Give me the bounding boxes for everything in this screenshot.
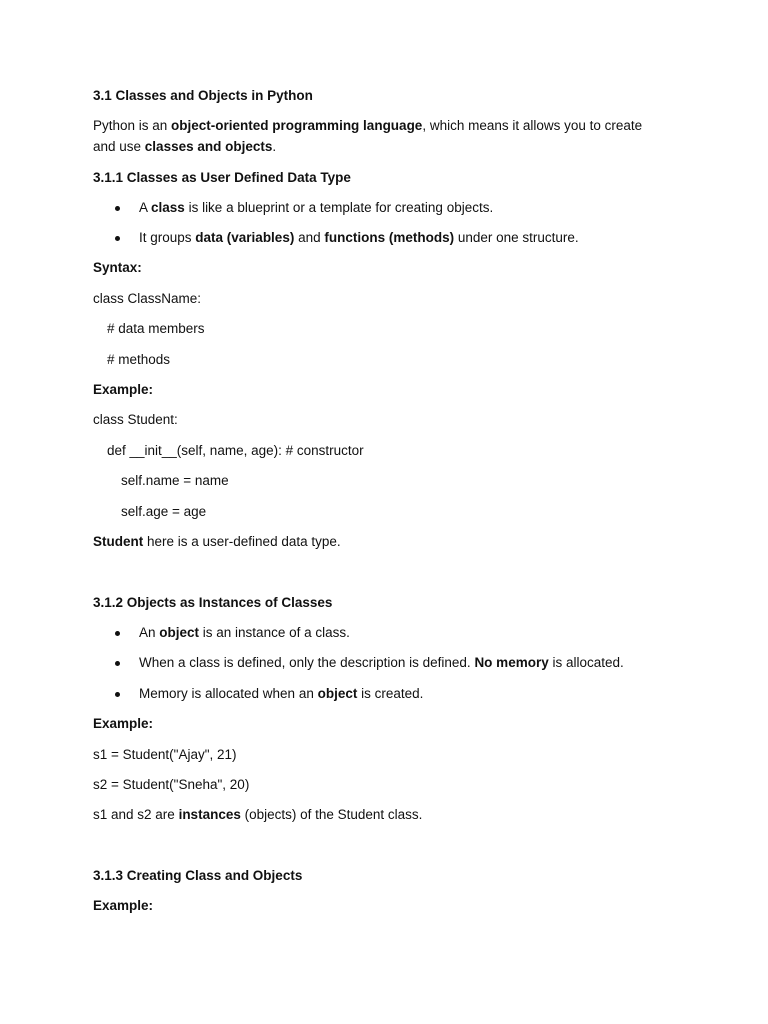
bullet-dot bbox=[115, 206, 120, 211]
section-heading-3-1-2: 3.1.2 Objects as Instances of Classes bbox=[93, 595, 333, 610]
code-line: class ClassName: bbox=[93, 291, 202, 306]
bullet-text: When a class is defined, only the description is defined. bbox=[139, 655, 475, 670]
intro-paragraph-line-1 bbox=[93, 117, 642, 135]
code-line: s2 = Student("Sneha", 20) bbox=[93, 777, 250, 792]
intro-bold-term: classes and objects bbox=[144, 139, 273, 154]
example-label: Example: bbox=[93, 382, 154, 397]
intro-text: , which means it allows you to create bbox=[422, 118, 643, 133]
intro-text: Python is an bbox=[93, 118, 172, 133]
note-text: (objects) of the Student class. bbox=[240, 807, 423, 822]
section-heading-3-1-1: 3.1.1 Classes as User Defined Data Type bbox=[93, 170, 351, 185]
bullet-text: is an instance of a class. bbox=[199, 625, 350, 640]
bullet-text: An bbox=[139, 625, 160, 640]
code-line: s1 = Student("Ajay", 21) bbox=[93, 747, 237, 762]
bullet-text: is allocated. bbox=[548, 655, 624, 670]
intro-text: and use bbox=[93, 139, 145, 154]
bullet-text: A bbox=[139, 200, 152, 215]
bullet-text: is like a blueprint or a template for creating objects. bbox=[184, 200, 494, 215]
student-note bbox=[93, 533, 341, 551]
bullet-bold-term: No memory bbox=[474, 655, 549, 670]
bullet-item bbox=[139, 685, 423, 703]
note-bold-term: instances bbox=[178, 807, 241, 822]
bullet-bold-term: functions (methods) bbox=[324, 230, 455, 245]
example-label: Example: bbox=[93, 716, 154, 731]
bullet-text: and bbox=[294, 230, 325, 245]
bullet-dot bbox=[115, 236, 120, 241]
code-line: self.age = age bbox=[121, 504, 207, 519]
bullet-text: It groups bbox=[139, 230, 196, 245]
bullet-item bbox=[139, 624, 350, 642]
note-text: here is a user-defined data type. bbox=[143, 534, 341, 549]
example-label: Example: bbox=[93, 898, 154, 913]
intro-bold-term: object-oriented programming language bbox=[171, 118, 423, 133]
bullet-bold-term: object bbox=[159, 625, 200, 640]
note-bold-term: Student bbox=[93, 534, 144, 549]
bullet-dot bbox=[115, 692, 120, 697]
section-heading-3-1-3: 3.1.3 Creating Class and Objects bbox=[93, 868, 303, 883]
syntax-label: Syntax: bbox=[93, 260, 142, 275]
code-line: def __init__(self, name, age): # constructor bbox=[107, 443, 364, 458]
section-heading-3-1: 3.1 Classes and Objects in Python bbox=[93, 88, 313, 103]
bullet-bold-term: data (variables) bbox=[195, 230, 295, 245]
bullet-bold-term: class bbox=[151, 200, 185, 215]
bullet-item bbox=[139, 199, 493, 217]
bullet-dot bbox=[115, 631, 120, 636]
bullet-bold-term: object bbox=[317, 686, 358, 701]
note-text: s1 and s2 are bbox=[93, 807, 179, 822]
bullet-text: under one structure. bbox=[454, 230, 579, 245]
bullet-item bbox=[139, 229, 579, 247]
instances-note bbox=[93, 806, 422, 824]
intro-paragraph-line-2 bbox=[93, 138, 276, 156]
bullet-dot bbox=[115, 661, 120, 666]
code-line: class Student: bbox=[93, 412, 178, 427]
bullet-item bbox=[139, 654, 624, 672]
bullet-text: is created. bbox=[357, 686, 424, 701]
code-line: # methods bbox=[107, 352, 171, 367]
intro-text: . bbox=[272, 139, 277, 154]
code-line: self.name = name bbox=[121, 473, 229, 488]
code-line: # data members bbox=[107, 321, 205, 336]
bullet-text: Memory is allocated when an bbox=[139, 686, 318, 701]
